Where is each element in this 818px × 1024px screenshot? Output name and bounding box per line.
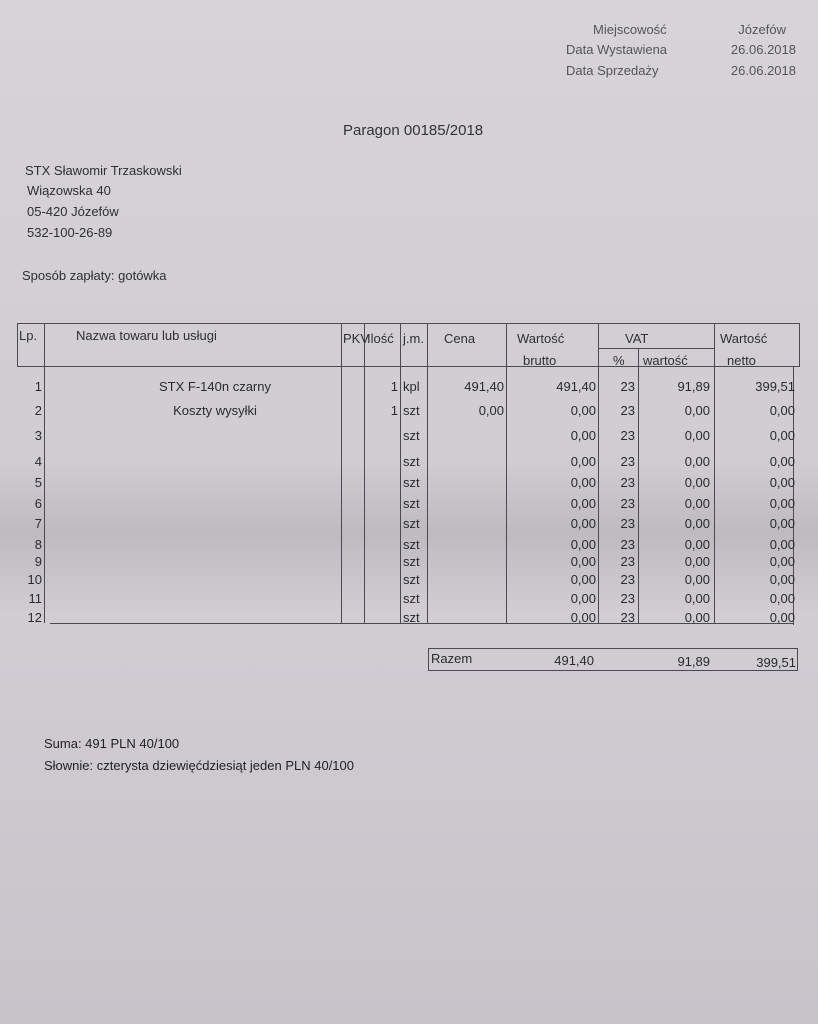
seller-name: STX Sławomir Trzaskowski <box>25 163 182 178</box>
place-label: Miejscowość <box>593 22 667 37</box>
row-gross: 0,00 <box>570 554 596 569</box>
row-vat-pct: 23 <box>620 554 635 569</box>
row-qty: 1 <box>390 403 398 418</box>
row-unit: szt <box>403 537 420 552</box>
row-net: 0,00 <box>769 516 795 531</box>
row-vat-pct: 23 <box>620 516 635 531</box>
col-name-header: Nazwa towaru lub usługi <box>76 328 217 343</box>
row-unit: szt <box>403 475 420 490</box>
payment-method: Sposób zapłaty: gotówka <box>22 268 167 283</box>
totals-vat: 91,89 <box>677 654 710 669</box>
row-unit: szt <box>403 610 420 625</box>
row-lp: 12 <box>27 610 42 625</box>
row-unit: szt <box>403 591 420 606</box>
row-vat-value: 0,00 <box>684 591 710 606</box>
row-net: 0,00 <box>769 610 795 625</box>
seller-phone: 532-100-26-89 <box>27 225 113 240</box>
row-vat-pct: 23 <box>620 496 635 511</box>
row-vat-value: 0,00 <box>684 428 710 443</box>
row-gross: 0,00 <box>570 516 596 531</box>
row-vat-value: 0,00 <box>684 475 710 490</box>
row-gross: 0,00 <box>570 537 596 552</box>
sale-date-value: 26.06.2018 <box>730 63 796 78</box>
row-lp: 10 <box>27 572 42 587</box>
sum-in-words: Słownie: czterysta dziewięćdziesiąt jeden PLN 40/100 <box>44 758 355 773</box>
row-lp: 3 <box>34 428 42 443</box>
row-vat-pct: 23 <box>620 591 635 606</box>
row-vat-value: 0,00 <box>684 572 710 587</box>
row-gross: 0,00 <box>570 572 596 587</box>
seller-street: Wiązowska 40 <box>27 183 111 198</box>
col-vat-pct-header: % <box>613 353 625 368</box>
col-net-subheader: netto <box>727 353 756 368</box>
row-vat-pct: 23 <box>620 610 635 625</box>
row-price: 0,00 <box>478 403 504 418</box>
row-net: 0,00 <box>769 454 795 469</box>
totals-label: Razem <box>431 651 473 666</box>
row-unit: szt <box>403 496 420 511</box>
row-unit: szt <box>403 572 420 587</box>
row-vat-value: 0,00 <box>684 610 710 625</box>
issue-date-value: 26.06.2018 <box>730 42 796 57</box>
row-gross: 0,00 <box>570 454 596 469</box>
row-name: Koszty wysyłki <box>173 403 257 418</box>
row-vat-pct: 23 <box>620 572 635 587</box>
totals-net: 399,51 <box>756 655 796 670</box>
row-lp: 6 <box>34 496 42 511</box>
row-vat-value: 0,00 <box>684 403 710 418</box>
row-unit: szt <box>403 554 420 569</box>
row-gross: 491,40 <box>556 379 596 394</box>
col-qty-header: Ilość <box>367 331 394 346</box>
row-lp: 4 <box>34 454 42 469</box>
sale-date-label: Data Sprzedaży <box>566 63 659 78</box>
row-lp: 2 <box>34 403 42 418</box>
sum-amount: Suma: 491 PLN 40/100 <box>44 736 180 751</box>
row-net: 0,00 <box>769 554 795 569</box>
row-vat-pct: 23 <box>620 403 635 418</box>
row-vat-value: 91,89 <box>677 379 710 394</box>
row-lp: 7 <box>34 516 42 531</box>
row-gross: 0,00 <box>570 403 596 418</box>
row-vat-pct: 23 <box>620 475 635 490</box>
row-name: STX F-140n czarny <box>159 379 271 394</box>
row-gross: 0,00 <box>570 428 596 443</box>
document-title: Paragon 00185/2018 <box>343 122 484 139</box>
row-vat-pct: 23 <box>620 379 635 394</box>
row-vat-pct: 23 <box>620 537 635 552</box>
row-lp: 5 <box>34 475 42 490</box>
row-qty: 1 <box>390 379 398 394</box>
row-net: 0,00 <box>769 428 795 443</box>
row-net: 0,00 <box>769 537 795 552</box>
issue-date-label: Data Wystawiena <box>566 42 668 57</box>
row-gross: 0,00 <box>570 610 596 625</box>
row-net: 0,00 <box>769 475 795 490</box>
row-lp: 11 <box>28 591 42 606</box>
row-unit: szt <box>403 428 420 443</box>
row-lp: 8 <box>34 537 42 552</box>
row-gross: 0,00 <box>570 591 596 606</box>
col-net-header: Wartość <box>720 331 768 346</box>
col-gross-subheader: brutto <box>523 353 557 368</box>
row-net: 0,00 <box>769 496 795 511</box>
row-unit: szt <box>403 516 420 531</box>
col-gross-header: Wartość <box>517 331 565 346</box>
col-vat-value-header: wartość <box>643 353 688 368</box>
place-value: Józefów <box>738 22 786 37</box>
col-vat-header: VAT <box>625 331 649 346</box>
row-lp: 9 <box>34 554 42 569</box>
row-price: 491,40 <box>464 379 504 394</box>
row-vat-pct: 23 <box>620 454 635 469</box>
row-unit: kpl <box>403 379 420 394</box>
row-gross: 0,00 <box>570 496 596 511</box>
col-unit-header: j.m. <box>403 331 424 346</box>
row-unit: szt <box>403 403 420 418</box>
row-vat-pct: 23 <box>620 428 635 443</box>
row-gross: 0,00 <box>570 475 596 490</box>
row-vat-value: 0,00 <box>684 454 710 469</box>
col-pkwiu-header: PKV <box>343 331 370 346</box>
row-vat-value: 0,00 <box>684 554 710 569</box>
row-lp: 1 <box>34 379 42 394</box>
col-price-header: Cena <box>444 331 476 346</box>
totals-gross: 491,40 <box>554 653 594 668</box>
row-unit: szt <box>403 454 420 469</box>
col-lp-header: Lp. <box>19 328 38 343</box>
row-net: 0,00 <box>769 403 795 418</box>
row-net: 0,00 <box>769 591 795 606</box>
row-vat-value: 0,00 <box>684 537 710 552</box>
row-net: 399,51 <box>755 379 795 394</box>
row-net: 0,00 <box>769 572 795 587</box>
seller-city: 05-420 Józefów <box>27 204 119 219</box>
row-vat-value: 0,00 <box>684 496 710 511</box>
row-vat-value: 0,00 <box>684 516 710 531</box>
